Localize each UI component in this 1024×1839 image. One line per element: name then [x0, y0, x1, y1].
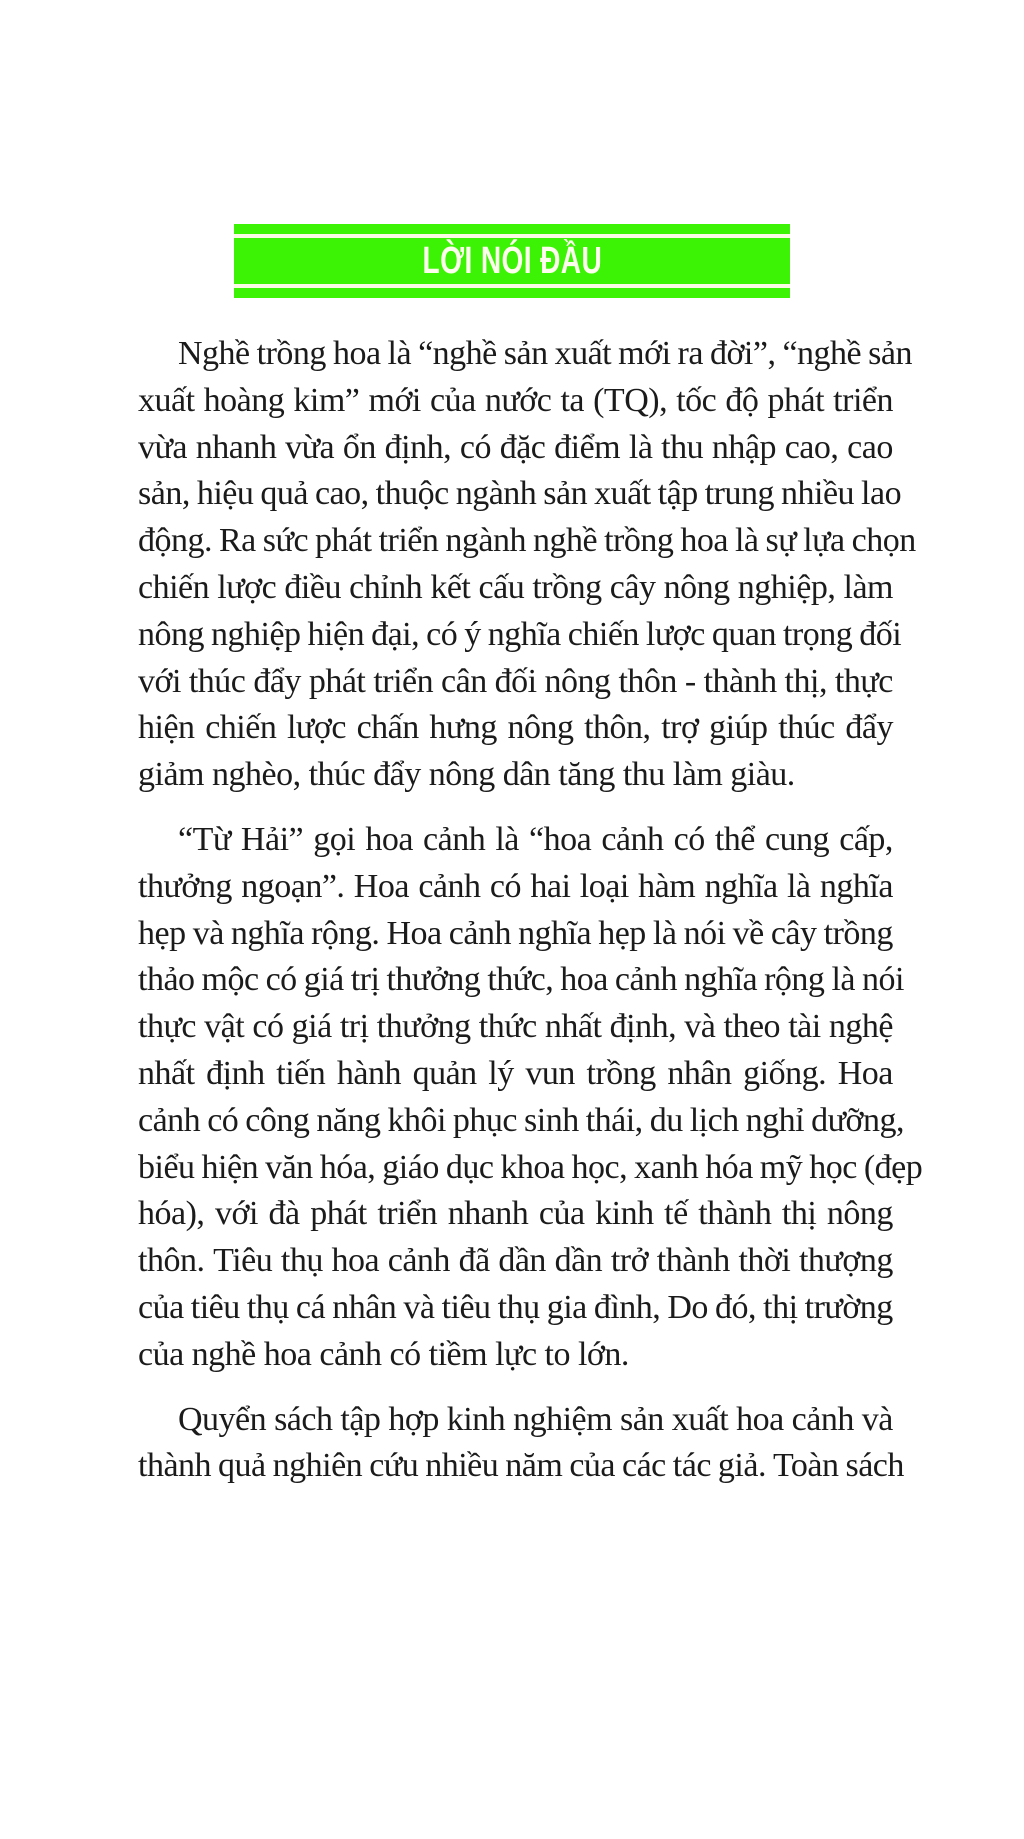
banner-bottom-rule: [234, 288, 790, 298]
text-line: vừa nhanh vừa ổn định, có đặc điểm là thu nhập cao, cao: [138, 428, 893, 466]
body-text: [138, 331, 923, 1490]
book-page: [0, 224, 1024, 1839]
text-line: thảo mộc có giá trị thưởng thức, hoa cảnh nghĩa rộng là nói: [138, 961, 904, 999]
paragraph: [138, 1397, 904, 1491]
chapter-banner: [234, 224, 790, 298]
text-line: nông nghiệp hiện đại, có ý nghĩa chiến lược quan trọng đối: [138, 615, 902, 653]
text-line: thành quả nghiên cứu nhiều năm của các tác giả. Toàn sách: [138, 1447, 904, 1485]
text-line: thực vật có giá trị thưởng thức nhất định, và theo tài nghệ: [138, 1008, 893, 1046]
text-line: hóa), với đà phát triển nhanh của kinh tế thành thị nông: [138, 1195, 893, 1233]
text-line: động. Ra sức phát triển ngành nghề trồng hoa là sự lựa chọn: [138, 522, 916, 560]
text-line: với thúc đẩy phát triển cân đối nông thôn - thành thị, thực: [138, 662, 893, 700]
text-line: chiến lược điều chỉnh kết cấu trồng cây nông nghiệp, làm: [138, 568, 893, 606]
text-line: sản, hiệu quả cao, thuộc ngành sản xuất tập trung nhiều lao: [138, 475, 902, 513]
text-line: cảnh có công năng khôi phục sinh thái, du lịch nghỉ dưỡng,: [138, 1101, 905, 1139]
text-line: thưởng ngoạn”. Hoa cảnh có hai loại hàm nghĩa là nghĩa: [138, 867, 893, 905]
chapter-title: LỜI NÓI ĐẦU: [422, 239, 602, 282]
text-line: biểu hiện văn hóa, giáo dục khoa học, xanh hóa mỹ học (đẹp: [138, 1148, 923, 1186]
paragraph: [138, 331, 916, 799]
text-line: “Từ Hải” gọi hoa cảnh là “hoa cảnh có thể cung cấp,: [178, 820, 893, 858]
text-line: hẹp và nghĩa rộng. Hoa cảnh nghĩa hẹp là nói về cây trồng: [138, 914, 893, 952]
paragraph: [138, 817, 923, 1379]
banner-top-rule: [234, 224, 790, 234]
text-line: thôn. Tiêu thụ hoa cảnh đã dần dần trở thành thời thượng: [138, 1242, 893, 1280]
text-line: Quyển sách tập hợp kinh nghiệm sản xuất hoa cảnh và: [178, 1400, 893, 1438]
text-line: của nghề hoa cảnh có tiềm lực to lớn.: [138, 1335, 629, 1373]
text-line: của tiêu thụ cá nhân và tiêu thụ gia đình, Do đó, thị trường: [138, 1288, 893, 1326]
text-line: xuất hoàng kim” mới của nước ta (TQ), tốc độ phát triển: [138, 381, 893, 419]
text-line: Nghề trồng hoa là “nghề sản xuất mới ra đời”, “nghề sản: [178, 335, 912, 372]
text-line: nhất định tiến hành quản lý vun trồng nhân giống. Hoa: [138, 1054, 893, 1092]
text-line: hiện chiến lược chấn hưng nông thôn, trợ giúp thúc đẩy: [138, 709, 893, 747]
banner-band: [234, 238, 790, 284]
text-line: giảm nghèo, thúc đẩy nông dân tăng thu làm giàu.: [138, 756, 795, 794]
